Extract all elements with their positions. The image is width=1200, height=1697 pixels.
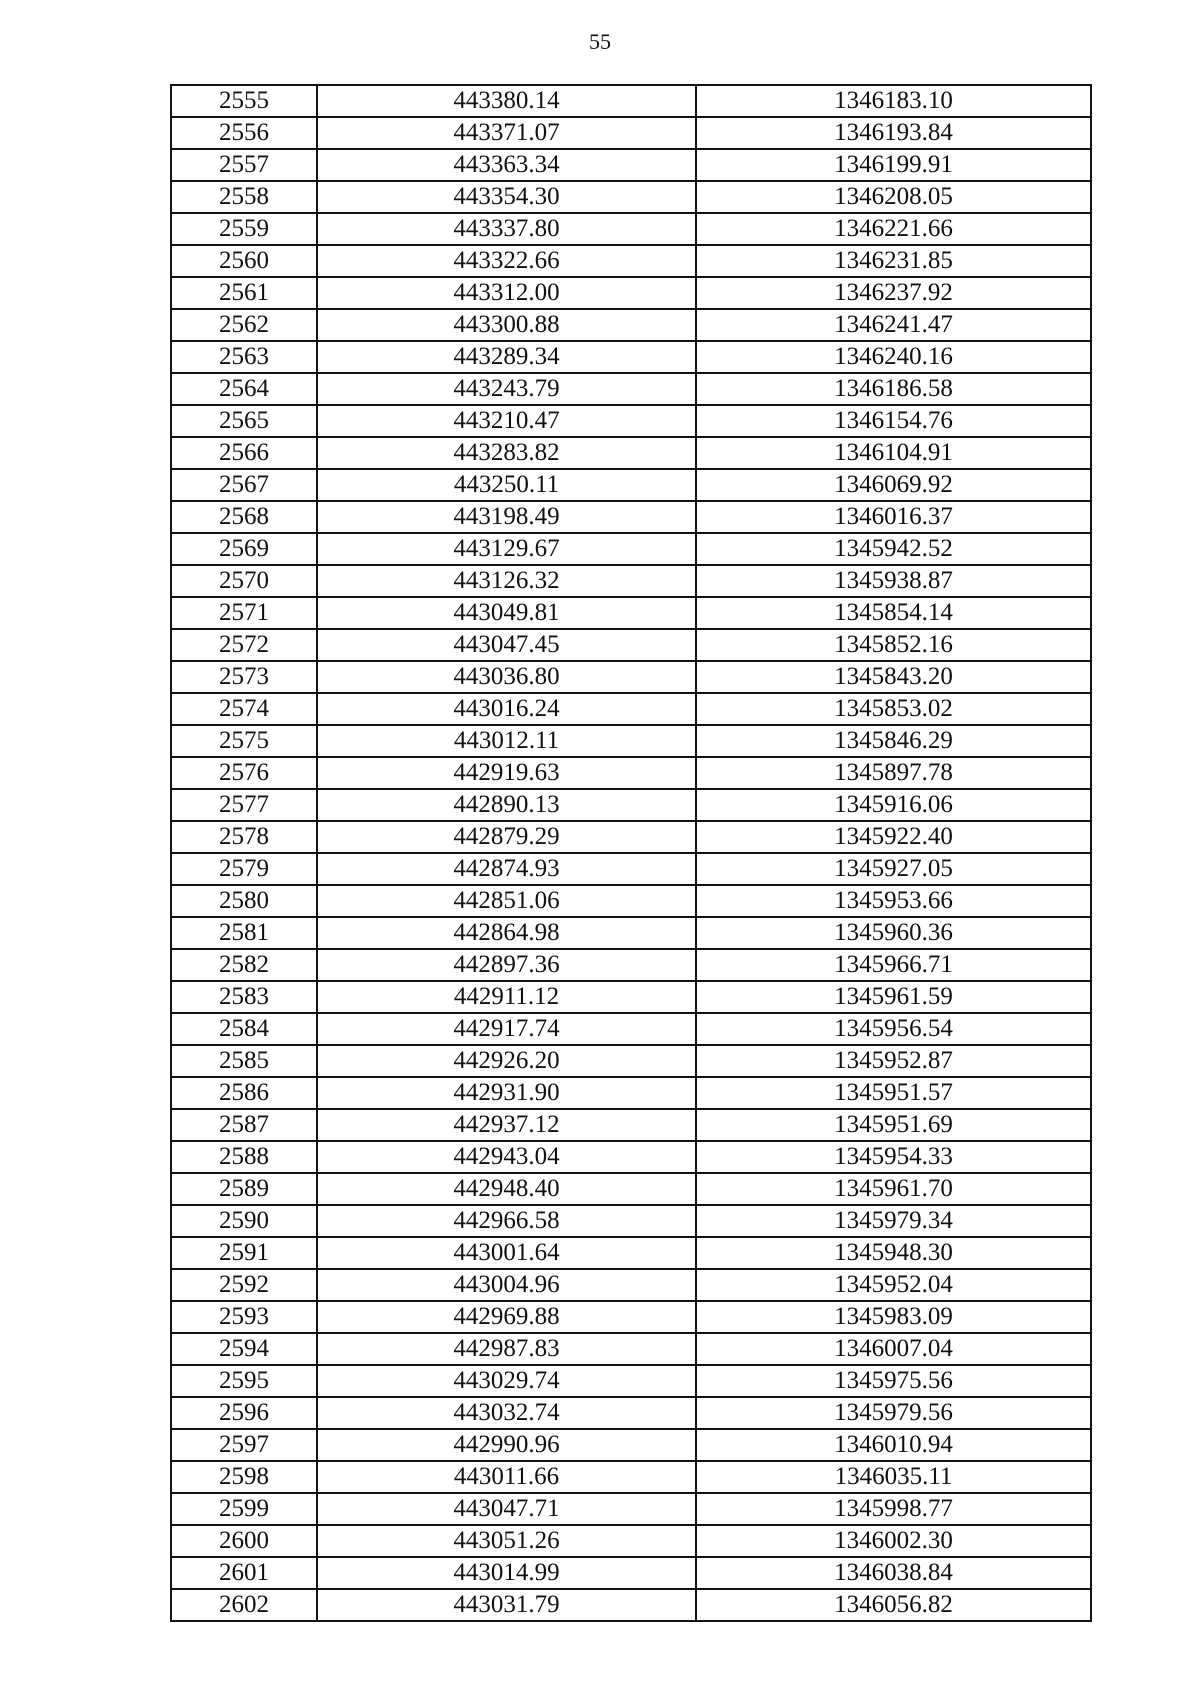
- point-number-cell: 2563: [171, 341, 317, 373]
- point-number-cell: 2573: [171, 661, 317, 693]
- table-row: [171, 245, 1091, 277]
- x-coordinate-cell: 443322.66: [317, 245, 696, 277]
- y-coordinate-cell: 1345956.54: [696, 1013, 1091, 1045]
- point-number-cell: 2570: [171, 565, 317, 597]
- point-number-cell: 2601: [171, 1557, 317, 1589]
- table-row: [171, 821, 1091, 853]
- table-row: [171, 117, 1091, 149]
- table-row: [171, 1333, 1091, 1365]
- x-coordinate-cell: 442851.06: [317, 885, 696, 917]
- x-coordinate-cell: 443283.82: [317, 437, 696, 469]
- table-row: [171, 533, 1091, 565]
- point-number-cell: 2585: [171, 1045, 317, 1077]
- y-coordinate-cell: 1345975.56: [696, 1365, 1091, 1397]
- x-coordinate-cell: 443126.32: [317, 565, 696, 597]
- point-number-cell: 2582: [171, 949, 317, 981]
- y-coordinate-cell: 1346154.76: [696, 405, 1091, 437]
- x-coordinate-cell: 442911.12: [317, 981, 696, 1013]
- y-coordinate-cell: 1345998.77: [696, 1493, 1091, 1525]
- table-row: [171, 1589, 1091, 1621]
- table-row: [171, 437, 1091, 469]
- table-row: [171, 917, 1091, 949]
- y-coordinate-cell: 1346240.16: [696, 341, 1091, 373]
- y-coordinate-cell: 1345951.69: [696, 1109, 1091, 1141]
- y-coordinate-cell: 1345983.09: [696, 1301, 1091, 1333]
- point-number-cell: 2578: [171, 821, 317, 853]
- x-coordinate-cell: 443004.96: [317, 1269, 696, 1301]
- x-coordinate-cell: 442969.88: [317, 1301, 696, 1333]
- point-number-cell: 2562: [171, 309, 317, 341]
- coordinate-table: [170, 84, 1092, 1622]
- point-number-cell: 2566: [171, 437, 317, 469]
- x-coordinate-cell: 443289.34: [317, 341, 696, 373]
- point-number-cell: 2597: [171, 1429, 317, 1461]
- y-coordinate-cell: 1346007.04: [696, 1333, 1091, 1365]
- point-number-cell: 2583: [171, 981, 317, 1013]
- x-coordinate-cell: 443049.81: [317, 597, 696, 629]
- point-number-cell: 2587: [171, 1109, 317, 1141]
- y-coordinate-cell: 1346241.47: [696, 309, 1091, 341]
- y-coordinate-cell: 1345953.66: [696, 885, 1091, 917]
- table-row: [171, 981, 1091, 1013]
- point-number-cell: 2576: [171, 757, 317, 789]
- y-coordinate-cell: 1346199.91: [696, 149, 1091, 181]
- x-coordinate-cell: 442879.29: [317, 821, 696, 853]
- table-row: [171, 693, 1091, 725]
- table-row: [171, 501, 1091, 533]
- table-row: [171, 1237, 1091, 1269]
- table-row: [171, 949, 1091, 981]
- y-coordinate-cell: 1346193.84: [696, 117, 1091, 149]
- point-number-cell: 2565: [171, 405, 317, 437]
- y-coordinate-cell: 1346056.82: [696, 1589, 1091, 1621]
- table-row: [171, 661, 1091, 693]
- x-coordinate-cell: 443051.26: [317, 1525, 696, 1557]
- x-coordinate-cell: 442966.58: [317, 1205, 696, 1237]
- x-coordinate-cell: 443250.11: [317, 469, 696, 501]
- point-number-cell: 2556: [171, 117, 317, 149]
- x-coordinate-cell: 442987.83: [317, 1333, 696, 1365]
- y-coordinate-cell: 1346002.30: [696, 1525, 1091, 1557]
- page-number: 55: [589, 29, 611, 54]
- x-coordinate-cell: 443036.80: [317, 661, 696, 693]
- point-number-cell: 2568: [171, 501, 317, 533]
- point-number-cell: 2600: [171, 1525, 317, 1557]
- y-coordinate-cell: 1345961.59: [696, 981, 1091, 1013]
- point-number-cell: 2561: [171, 277, 317, 309]
- y-coordinate-cell: 1346016.37: [696, 501, 1091, 533]
- point-number-cell: 2559: [171, 213, 317, 245]
- y-coordinate-cell: 1345948.30: [696, 1237, 1091, 1269]
- y-coordinate-cell: 1346186.58: [696, 373, 1091, 405]
- table-row: [171, 725, 1091, 757]
- point-number-cell: 2596: [171, 1397, 317, 1429]
- point-number-cell: 2577: [171, 789, 317, 821]
- x-coordinate-cell: 443380.14: [317, 85, 696, 117]
- x-coordinate-cell: 442926.20: [317, 1045, 696, 1077]
- y-coordinate-cell: 1346010.94: [696, 1429, 1091, 1461]
- point-number-cell: 2557: [171, 149, 317, 181]
- table-row: [171, 1141, 1091, 1173]
- table-row: [171, 373, 1091, 405]
- table-row: [171, 597, 1091, 629]
- point-number-cell: 2564: [171, 373, 317, 405]
- y-coordinate-cell: 1345846.29: [696, 725, 1091, 757]
- y-coordinate-cell: 1345897.78: [696, 757, 1091, 789]
- x-coordinate-cell: 443371.07: [317, 117, 696, 149]
- point-number-cell: 2581: [171, 917, 317, 949]
- x-coordinate-cell: 443031.79: [317, 1589, 696, 1621]
- point-number-cell: 2592: [171, 1269, 317, 1301]
- y-coordinate-cell: 1346237.92: [696, 277, 1091, 309]
- point-number-cell: 2575: [171, 725, 317, 757]
- x-coordinate-cell: 443198.49: [317, 501, 696, 533]
- x-coordinate-cell: 443354.30: [317, 181, 696, 213]
- y-coordinate-cell: 1345916.06: [696, 789, 1091, 821]
- y-coordinate-cell: 1346208.05: [696, 181, 1091, 213]
- table-row: [171, 1365, 1091, 1397]
- x-coordinate-cell: 442937.12: [317, 1109, 696, 1141]
- table-row: [171, 1557, 1091, 1589]
- x-coordinate-cell: 443047.71: [317, 1493, 696, 1525]
- table-row: [171, 853, 1091, 885]
- point-number-cell: 2572: [171, 629, 317, 661]
- y-coordinate-cell: 1345854.14: [696, 597, 1091, 629]
- x-coordinate-cell: 442890.13: [317, 789, 696, 821]
- point-number-cell: 2555: [171, 85, 317, 117]
- table-row: [171, 885, 1091, 917]
- x-coordinate-cell: 442917.74: [317, 1013, 696, 1045]
- x-coordinate-cell: 443029.74: [317, 1365, 696, 1397]
- table-row: [171, 85, 1091, 117]
- point-number-cell: 2591: [171, 1237, 317, 1269]
- table-row: [171, 1461, 1091, 1493]
- x-coordinate-cell: 442864.98: [317, 917, 696, 949]
- point-number-cell: 2580: [171, 885, 317, 917]
- table-row: [171, 1013, 1091, 1045]
- coordinate-table-body: [171, 85, 1091, 1621]
- x-coordinate-cell: 442897.36: [317, 949, 696, 981]
- y-coordinate-cell: 1346183.10: [696, 85, 1091, 117]
- y-coordinate-cell: 1346231.85: [696, 245, 1091, 277]
- point-number-cell: 2598: [171, 1461, 317, 1493]
- point-number-cell: 2569: [171, 533, 317, 565]
- table-row: [171, 1109, 1091, 1141]
- point-number-cell: 2590: [171, 1205, 317, 1237]
- x-coordinate-cell: 442943.04: [317, 1141, 696, 1173]
- table-row: [171, 565, 1091, 597]
- y-coordinate-cell: 1345966.71: [696, 949, 1091, 981]
- table-row: [171, 1397, 1091, 1429]
- table-row: [171, 1493, 1091, 1525]
- table-row: [171, 1077, 1091, 1109]
- x-coordinate-cell: 443001.64: [317, 1237, 696, 1269]
- x-coordinate-cell: 443012.11: [317, 725, 696, 757]
- table-row: [171, 405, 1091, 437]
- point-number-cell: 2586: [171, 1077, 317, 1109]
- x-coordinate-cell: 442874.93: [317, 853, 696, 885]
- x-coordinate-cell: 443300.88: [317, 309, 696, 341]
- point-number-cell: 2571: [171, 597, 317, 629]
- x-coordinate-cell: 443016.24: [317, 693, 696, 725]
- y-coordinate-cell: 1345942.52: [696, 533, 1091, 565]
- x-coordinate-cell: 443337.80: [317, 213, 696, 245]
- y-coordinate-cell: 1345979.56: [696, 1397, 1091, 1429]
- y-coordinate-cell: 1345927.05: [696, 853, 1091, 885]
- x-coordinate-cell: 443047.45: [317, 629, 696, 661]
- y-coordinate-cell: 1345951.57: [696, 1077, 1091, 1109]
- y-coordinate-cell: 1346035.11: [696, 1461, 1091, 1493]
- y-coordinate-cell: 1345979.34: [696, 1205, 1091, 1237]
- x-coordinate-cell: 442931.90: [317, 1077, 696, 1109]
- table-row: [171, 1269, 1091, 1301]
- y-coordinate-cell: 1345938.87: [696, 565, 1091, 597]
- y-coordinate-cell: 1345843.20: [696, 661, 1091, 693]
- point-number-cell: 2589: [171, 1173, 317, 1205]
- y-coordinate-cell: 1346069.92: [696, 469, 1091, 501]
- table-row: [171, 1429, 1091, 1461]
- table-row: [171, 341, 1091, 373]
- x-coordinate-cell: 443011.66: [317, 1461, 696, 1493]
- point-number-cell: 2558: [171, 181, 317, 213]
- y-coordinate-cell: 1345853.02: [696, 693, 1091, 725]
- y-coordinate-cell: 1345952.04: [696, 1269, 1091, 1301]
- x-coordinate-cell: 443243.79: [317, 373, 696, 405]
- x-coordinate-cell: 442948.40: [317, 1173, 696, 1205]
- x-coordinate-cell: 442990.96: [317, 1429, 696, 1461]
- x-coordinate-cell: 443312.00: [317, 277, 696, 309]
- y-coordinate-cell: 1345961.70: [696, 1173, 1091, 1205]
- x-coordinate-cell: 443129.67: [317, 533, 696, 565]
- point-number-cell: 2584: [171, 1013, 317, 1045]
- point-number-cell: 2602: [171, 1589, 317, 1621]
- table-row: [171, 1525, 1091, 1557]
- table-row: [171, 789, 1091, 821]
- y-coordinate-cell: 1345952.87: [696, 1045, 1091, 1077]
- point-number-cell: 2574: [171, 693, 317, 725]
- table-row: [171, 757, 1091, 789]
- point-number-cell: 2579: [171, 853, 317, 885]
- table-row: [171, 469, 1091, 501]
- y-coordinate-cell: 1345954.33: [696, 1141, 1091, 1173]
- point-number-cell: 2560: [171, 245, 317, 277]
- y-coordinate-cell: 1345922.40: [696, 821, 1091, 853]
- point-number-cell: 2599: [171, 1493, 317, 1525]
- table-row: [171, 629, 1091, 661]
- y-coordinate-cell: 1345960.36: [696, 917, 1091, 949]
- y-coordinate-cell: 1346104.91: [696, 437, 1091, 469]
- table-row: [171, 181, 1091, 213]
- y-coordinate-cell: 1346221.66: [696, 213, 1091, 245]
- x-coordinate-cell: 443014.99: [317, 1557, 696, 1589]
- y-coordinate-cell: 1345852.16: [696, 629, 1091, 661]
- table-row: [171, 213, 1091, 245]
- table-row: [171, 1045, 1091, 1077]
- table-row: [171, 149, 1091, 181]
- table-row: [171, 1205, 1091, 1237]
- table-row: [171, 277, 1091, 309]
- point-number-cell: 2594: [171, 1333, 317, 1365]
- table-row: [171, 309, 1091, 341]
- x-coordinate-cell: 442919.63: [317, 757, 696, 789]
- x-coordinate-cell: 443363.34: [317, 149, 696, 181]
- point-number-cell: 2595: [171, 1365, 317, 1397]
- point-number-cell: 2588: [171, 1141, 317, 1173]
- table-row: [171, 1301, 1091, 1333]
- x-coordinate-cell: 443032.74: [317, 1397, 696, 1429]
- x-coordinate-cell: 443210.47: [317, 405, 696, 437]
- table-row: [171, 1173, 1091, 1205]
- point-number-cell: 2593: [171, 1301, 317, 1333]
- point-number-cell: 2567: [171, 469, 317, 501]
- y-coordinate-cell: 1346038.84: [696, 1557, 1091, 1589]
